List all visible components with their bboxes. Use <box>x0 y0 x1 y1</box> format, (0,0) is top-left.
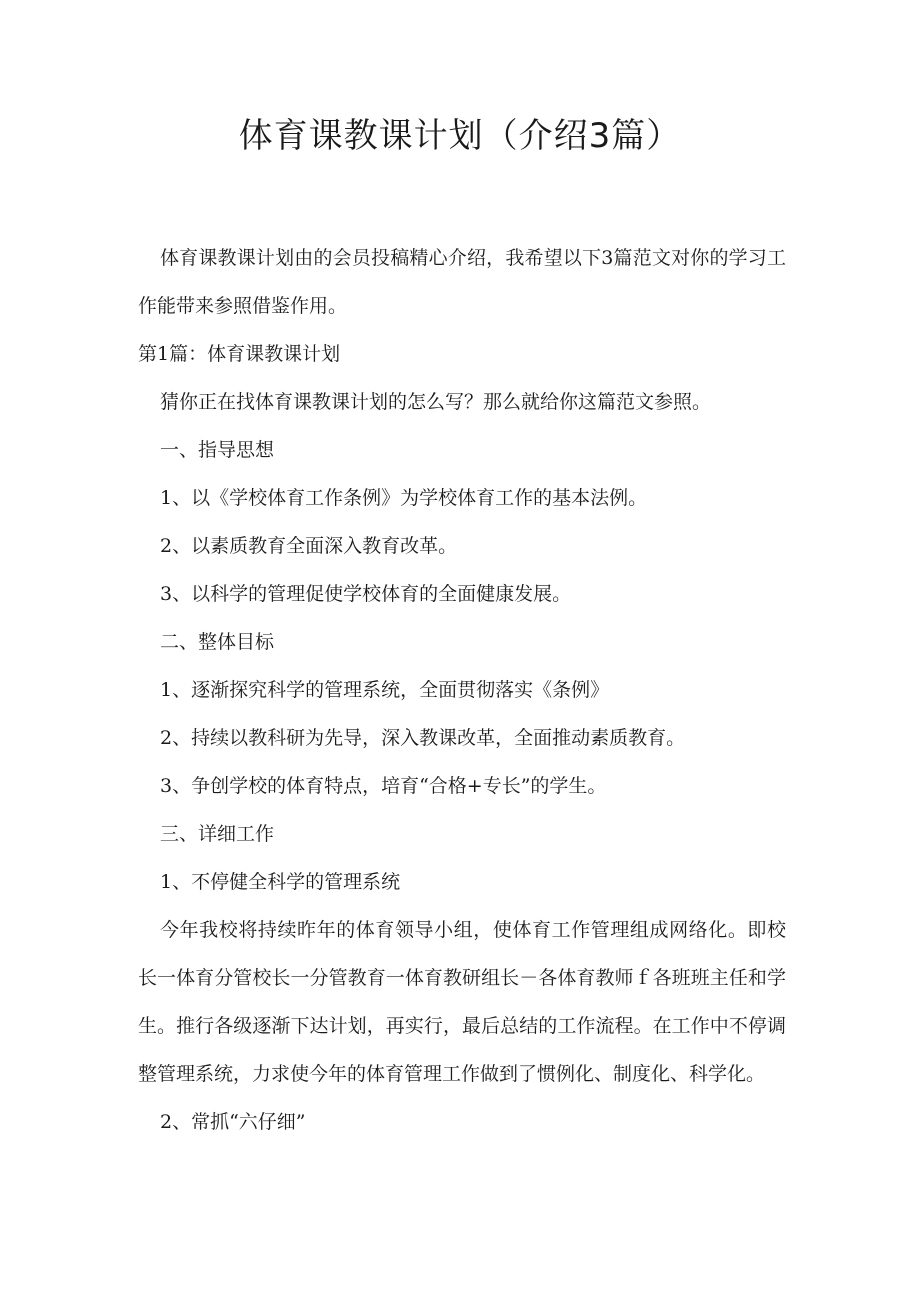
list-item: 1、逐渐探究科学的管理系统，全面贯彻落实《条例》 <box>160 679 610 701</box>
section-heading: 二、整体目标 <box>160 631 275 653</box>
list-item: 3、以科学的管理促使学校体育的全面健康发展。 <box>160 583 572 605</box>
list-item: 1、以《学校体育工作条例》为学校体育工作的基本法例。 <box>160 487 648 509</box>
list-item: 3、争创学校的体育特点，培育“合格+专长”的学生。 <box>160 775 607 797</box>
list-item: 1、不停健全科学的管理系统 <box>160 871 401 893</box>
list-item: 2、常抓“六仔细” <box>160 1111 306 1133</box>
document-body <box>138 234 786 1146</box>
section-heading: 一、指导思想 <box>160 439 275 461</box>
body-paragraph: 今年我校将持续昨年的体育领导小组，使体育工作管理组成网络化。即校长一体育分管校长一分管教育一体育教研组长－各体育教师ｆ各班班主任和学生。推行各级逐渐下达计划，再实行，最后总结的工作流程。在工作中不停调整管理系统，力求使今年的体育管理工作做到了惯例化、制度化、科学化。 <box>138 919 786 1085</box>
list-item: 2、以素质教育全面深入教育改革。 <box>160 535 458 557</box>
intro-paragraph: 体育课教课计划由的会员投稿精心介绍，我希望以下3篇范文对你的学习工作能带来参照借鉴作用。 <box>138 247 786 317</box>
list-item: 2、持续以教科研为先导，深入教课改革，全面推动素质教育。 <box>160 727 686 749</box>
document-title: 体育课教课计划（介绍3篇） <box>238 116 682 156</box>
body-paragraph: 猜你正在找体育课教课计划的怎么写？那么就给你这篇范文参照。 <box>160 391 712 413</box>
section-heading-part-1: 第1篇：体育课教课计划 <box>138 343 341 365</box>
section-heading: 三、详细工作 <box>160 823 275 845</box>
